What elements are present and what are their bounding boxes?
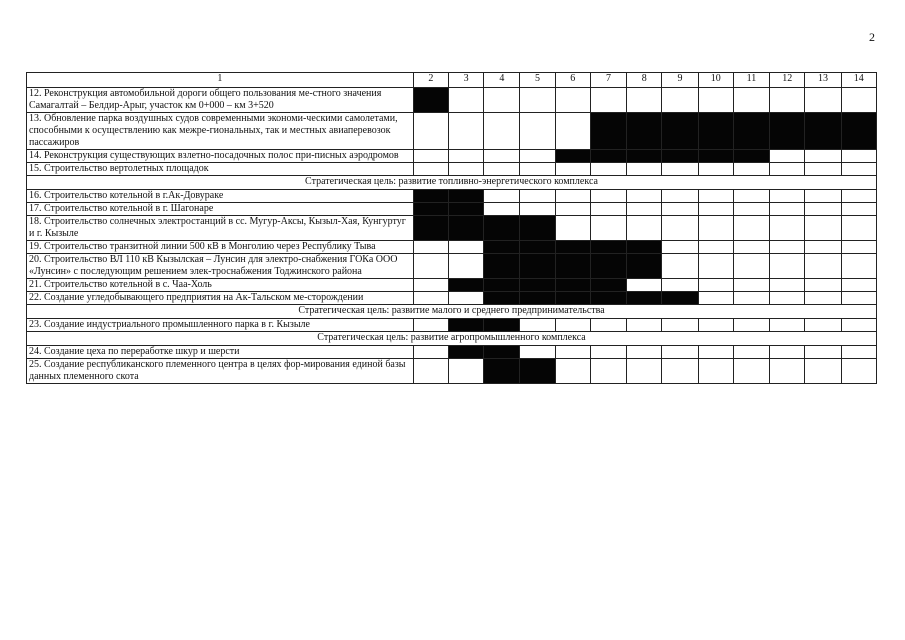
gantt-empty-cell xyxy=(555,190,590,203)
gantt-bar-cell xyxy=(590,150,626,163)
gantt-empty-cell xyxy=(627,279,662,292)
gantt-empty-cell xyxy=(770,88,805,113)
gantt-empty-cell xyxy=(841,216,876,241)
gantt-empty-cell xyxy=(698,359,733,384)
gantt-bar-cell xyxy=(841,113,876,150)
header-cell-11: 11 xyxy=(733,73,769,88)
task-row xyxy=(27,88,877,113)
gantt-bar-cell xyxy=(662,113,698,150)
gantt-empty-cell xyxy=(841,319,876,332)
gantt-empty-cell xyxy=(733,254,769,279)
gantt-empty-cell xyxy=(841,150,876,163)
gantt-empty-cell xyxy=(698,279,733,292)
gantt-empty-cell xyxy=(698,346,733,359)
gantt-bar-cell xyxy=(662,292,698,305)
gantt-empty-cell xyxy=(413,292,448,305)
gantt-empty-cell xyxy=(805,346,841,359)
task-label: 12. Реконструкция автомобильной дороги общего пользования ме-стного значения Самагалтай – Белдир-Арыг, участок км 0+000 – км 3+520 xyxy=(27,88,414,113)
gantt-empty-cell xyxy=(555,346,590,359)
gantt-empty-cell xyxy=(627,319,662,332)
gantt-bar-cell xyxy=(590,254,626,279)
task-row xyxy=(27,241,877,254)
task-label: 22. Создание угледобывающего предприятия на Ак-Тальском ме-сторождении xyxy=(27,292,414,305)
gantt-empty-cell xyxy=(448,359,483,384)
gantt-empty-cell xyxy=(805,292,841,305)
gantt-bar-cell xyxy=(520,292,555,305)
gantt-empty-cell xyxy=(770,319,805,332)
gantt-empty-cell xyxy=(448,292,483,305)
gantt-empty-cell xyxy=(770,150,805,163)
gantt-bar-cell xyxy=(627,241,662,254)
task-label: 15. Строительство вертолетных площадок xyxy=(27,163,414,176)
task-label: 18. Строительство солнечных электростанций в сс. Мугур-Аксы, Кызыл-Хая, Кунгуртуг и г. Кызыле xyxy=(27,216,414,241)
gantt-bar-cell xyxy=(590,241,626,254)
gantt-empty-cell xyxy=(733,163,769,176)
gantt-bar-cell xyxy=(520,359,555,384)
task-label: 17. Строительство котельной в г. Шагонаре xyxy=(27,203,414,216)
gantt-empty-cell xyxy=(520,346,555,359)
gantt-bar-cell xyxy=(520,279,555,292)
header-cell-2: 2 xyxy=(413,73,448,88)
gantt-empty-cell xyxy=(413,359,448,384)
gantt-bar-cell xyxy=(448,346,483,359)
task-row xyxy=(27,319,877,332)
gantt-empty-cell xyxy=(662,319,698,332)
gantt-empty-cell xyxy=(841,346,876,359)
gantt-empty-cell xyxy=(698,319,733,332)
gantt-bar-cell xyxy=(484,241,520,254)
gantt-empty-cell xyxy=(627,216,662,241)
gantt-empty-cell xyxy=(555,359,590,384)
gantt-empty-cell xyxy=(413,254,448,279)
goal-row xyxy=(27,305,877,319)
gantt-empty-cell xyxy=(841,163,876,176)
gantt-bar-cell xyxy=(627,292,662,305)
gantt-empty-cell xyxy=(698,88,733,113)
gantt-empty-cell xyxy=(662,163,698,176)
gantt-bar-cell xyxy=(555,292,590,305)
goal-row xyxy=(27,176,877,190)
gantt-empty-cell xyxy=(520,150,555,163)
gantt-bar-cell xyxy=(698,150,733,163)
task-row xyxy=(27,292,877,305)
gantt-empty-cell xyxy=(698,254,733,279)
task-label: 21. Строительство котельной в с. Чаа-Холь xyxy=(27,279,414,292)
goal-label: Стратегическая цель: развитие агропромышленного комплекса xyxy=(27,332,877,346)
gantt-empty-cell xyxy=(448,241,483,254)
header-cell-4: 4 xyxy=(484,73,520,88)
gantt-bar-cell xyxy=(484,292,520,305)
gantt-bar-cell xyxy=(484,216,520,241)
gantt-empty-cell xyxy=(590,190,626,203)
gantt-empty-cell xyxy=(733,359,769,384)
task-row xyxy=(27,346,877,359)
gantt-bar-cell xyxy=(484,279,520,292)
gantt-empty-cell xyxy=(590,88,626,113)
gantt-empty-cell xyxy=(413,279,448,292)
gantt-empty-cell xyxy=(698,241,733,254)
gantt-empty-cell xyxy=(520,163,555,176)
gantt-empty-cell xyxy=(662,241,698,254)
gantt-empty-cell xyxy=(627,203,662,216)
goal-label: Стратегическая цель: развитие топливно-энергетического комплекса xyxy=(27,176,877,190)
task-label: 23. Создание индустриального промышленного парка в г. Кызыле xyxy=(27,319,414,332)
gantt-empty-cell xyxy=(733,88,769,113)
gantt-empty-cell xyxy=(770,279,805,292)
header-row xyxy=(27,73,877,88)
gantt-empty-cell xyxy=(627,346,662,359)
gantt-empty-cell xyxy=(733,203,769,216)
gantt-empty-cell xyxy=(627,359,662,384)
gantt-empty-cell xyxy=(662,216,698,241)
header-cell-10: 10 xyxy=(698,73,733,88)
gantt-empty-cell xyxy=(770,359,805,384)
gantt-empty-cell xyxy=(841,292,876,305)
gantt-empty-cell xyxy=(590,163,626,176)
header-cell-12: 12 xyxy=(770,73,805,88)
gantt-empty-cell xyxy=(590,319,626,332)
gantt-bar-cell xyxy=(484,359,520,384)
gantt-empty-cell xyxy=(590,346,626,359)
task-row xyxy=(27,113,877,150)
task-label: 16. Строительство котельной в г.Ак-Довураке xyxy=(27,190,414,203)
gantt-bar-cell xyxy=(627,150,662,163)
gantt-empty-cell xyxy=(448,113,483,150)
header-cell-6: 6 xyxy=(555,73,590,88)
task-label: 14. Реконструкция существующих взлетно-посадочных полос при-писных аэродромов xyxy=(27,150,414,163)
gantt-bar-cell xyxy=(590,113,626,150)
gantt-empty-cell xyxy=(698,190,733,203)
task-row xyxy=(27,150,877,163)
gantt-empty-cell xyxy=(662,279,698,292)
gantt-bar-cell xyxy=(448,216,483,241)
gantt-empty-cell xyxy=(520,88,555,113)
gantt-empty-cell xyxy=(555,163,590,176)
gantt-empty-cell xyxy=(448,254,483,279)
task-row xyxy=(27,216,877,241)
gantt-empty-cell xyxy=(733,292,769,305)
gantt-bar-cell xyxy=(770,113,805,150)
task-label: 19. Строительство транзитной линии 500 кВ в Монголию через Республику Тыва xyxy=(27,241,414,254)
header-cell-9: 9 xyxy=(662,73,698,88)
gantt-empty-cell xyxy=(733,279,769,292)
gantt-empty-cell xyxy=(555,88,590,113)
gantt-bar-cell xyxy=(590,292,626,305)
gantt-empty-cell xyxy=(448,163,483,176)
task-row xyxy=(27,163,877,176)
task-row xyxy=(27,254,877,279)
gantt-bar-cell xyxy=(520,254,555,279)
task-label: 20. Строительство ВЛ 110 кВ Кызылская – Лунсин для электро-снабжения ГОКа ООО «Лунсин» с последующим решением элек-троснабжения Тоджинского района xyxy=(27,254,414,279)
gantt-empty-cell xyxy=(627,88,662,113)
gantt-empty-cell xyxy=(841,190,876,203)
gantt-empty-cell xyxy=(662,346,698,359)
gantt-empty-cell xyxy=(520,319,555,332)
gantt-empty-cell xyxy=(662,254,698,279)
gantt-empty-cell xyxy=(805,88,841,113)
gantt-empty-cell xyxy=(484,113,520,150)
task-label: 25. Создание республиканского племенного центра в целях фор-мирования единой базы данных племенного скота xyxy=(27,359,414,384)
gantt-empty-cell xyxy=(770,241,805,254)
gantt-empty-cell xyxy=(448,88,483,113)
header-cell-13: 13 xyxy=(805,73,841,88)
gantt-bar-cell xyxy=(484,254,520,279)
gantt-bar-cell xyxy=(698,113,733,150)
header-cell-14: 14 xyxy=(841,73,876,88)
gantt-empty-cell xyxy=(805,163,841,176)
gantt-empty-cell xyxy=(698,203,733,216)
task-label: 24. Создание цеха по переработке шкур и шерсти xyxy=(27,346,414,359)
gantt-bar-cell xyxy=(448,319,483,332)
gantt-bar-cell xyxy=(627,254,662,279)
gantt-bar-cell xyxy=(413,190,448,203)
gantt-empty-cell xyxy=(662,359,698,384)
gantt-empty-cell xyxy=(733,190,769,203)
gantt-empty-cell xyxy=(805,216,841,241)
gantt-bar-cell xyxy=(555,150,590,163)
gantt-empty-cell xyxy=(413,163,448,176)
gantt-bar-cell xyxy=(590,279,626,292)
gantt-empty-cell xyxy=(805,319,841,332)
gantt-empty-cell xyxy=(413,319,448,332)
gantt-empty-cell xyxy=(770,292,805,305)
gantt-empty-cell xyxy=(841,241,876,254)
gantt-empty-cell xyxy=(590,359,626,384)
gantt-empty-cell xyxy=(805,279,841,292)
gantt-bar-cell xyxy=(448,203,483,216)
gantt-empty-cell xyxy=(627,163,662,176)
gantt-empty-cell xyxy=(484,163,520,176)
gantt-empty-cell xyxy=(841,359,876,384)
gantt-empty-cell xyxy=(555,113,590,150)
gantt-bar-cell xyxy=(484,319,520,332)
gantt-empty-cell xyxy=(805,359,841,384)
header-cell-8: 8 xyxy=(627,73,662,88)
gantt-bar-cell xyxy=(520,216,555,241)
gantt-empty-cell xyxy=(662,190,698,203)
gantt-empty-cell xyxy=(590,203,626,216)
task-row xyxy=(27,190,877,203)
gantt-empty-cell xyxy=(698,216,733,241)
gantt-empty-cell xyxy=(413,113,448,150)
gantt-bar-cell xyxy=(413,216,448,241)
gantt-empty-cell xyxy=(484,190,520,203)
gantt-empty-cell xyxy=(770,216,805,241)
gantt-empty-cell xyxy=(555,216,590,241)
gantt-empty-cell xyxy=(733,216,769,241)
task-label: 13. Обновление парка воздушных судов современными экономи-ческими самолетами, способными к осуществлению как межре-гиональных, так и местных авиаперевозок пассажиров xyxy=(27,113,414,150)
gantt-bar-cell xyxy=(555,254,590,279)
gantt-empty-cell xyxy=(770,346,805,359)
goal-row xyxy=(27,332,877,346)
gantt-empty-cell xyxy=(555,319,590,332)
header-cell-3: 3 xyxy=(448,73,483,88)
gantt-empty-cell xyxy=(733,346,769,359)
gantt-empty-cell xyxy=(413,346,448,359)
gantt-empty-cell xyxy=(805,190,841,203)
gantt-empty-cell xyxy=(520,203,555,216)
gantt-empty-cell xyxy=(484,203,520,216)
goal-label: Стратегическая цель: развитие малого и среднего предпринимательства xyxy=(27,305,877,319)
gantt-bar-cell xyxy=(448,190,483,203)
gantt-empty-cell xyxy=(770,203,805,216)
gantt-empty-cell xyxy=(733,319,769,332)
gantt-empty-cell xyxy=(841,203,876,216)
gantt-empty-cell xyxy=(413,150,448,163)
gantt-empty-cell xyxy=(841,254,876,279)
gantt-table xyxy=(26,72,877,384)
gantt-empty-cell xyxy=(770,190,805,203)
gantt-empty-cell xyxy=(484,88,520,113)
header-cell-5: 5 xyxy=(520,73,555,88)
gantt-empty-cell xyxy=(698,163,733,176)
gantt-empty-cell xyxy=(448,150,483,163)
gantt-empty-cell xyxy=(520,113,555,150)
header-cell-1: 1 xyxy=(27,73,414,88)
task-row xyxy=(27,203,877,216)
gantt-empty-cell xyxy=(698,292,733,305)
gantt-empty-cell xyxy=(627,190,662,203)
gantt-bar-cell xyxy=(662,150,698,163)
task-row xyxy=(27,279,877,292)
gantt-bar-cell xyxy=(555,279,590,292)
gantt-bar-cell xyxy=(413,88,448,113)
gantt-empty-cell xyxy=(805,254,841,279)
gantt-empty-cell xyxy=(520,190,555,203)
gantt-empty-cell xyxy=(555,203,590,216)
gantt-bar-cell xyxy=(733,150,769,163)
gantt-empty-cell xyxy=(805,150,841,163)
gantt-empty-cell xyxy=(484,150,520,163)
gantt-empty-cell xyxy=(805,203,841,216)
gantt-empty-cell xyxy=(770,254,805,279)
gantt-bar-cell xyxy=(484,346,520,359)
page-number: 2 xyxy=(869,30,875,44)
gantt-bar-cell xyxy=(555,241,590,254)
gantt-empty-cell xyxy=(841,279,876,292)
gantt-bar-cell xyxy=(413,203,448,216)
gantt-empty-cell xyxy=(662,88,698,113)
gantt-empty-cell xyxy=(413,241,448,254)
gantt-bar-cell xyxy=(627,113,662,150)
gantt-empty-cell xyxy=(805,241,841,254)
gantt-bar-cell xyxy=(448,279,483,292)
gantt-empty-cell xyxy=(841,88,876,113)
header-cell-7: 7 xyxy=(590,73,626,88)
gantt-empty-cell xyxy=(662,203,698,216)
gantt-bar-cell xyxy=(520,241,555,254)
gantt-bar-cell xyxy=(733,113,769,150)
gantt-empty-cell xyxy=(733,241,769,254)
gantt-empty-cell xyxy=(590,216,626,241)
gantt-empty-cell xyxy=(770,163,805,176)
gantt-bar-cell xyxy=(805,113,841,150)
task-row xyxy=(27,359,877,384)
